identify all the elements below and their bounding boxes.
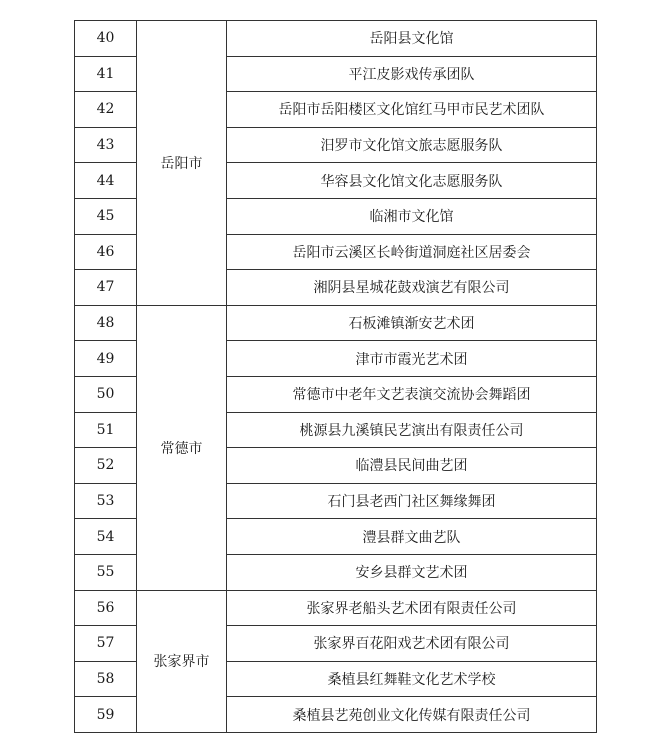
organization-name: 桃源县九溪镇民艺演出有限责任公司 <box>227 412 597 448</box>
row-number: 54 <box>75 519 137 555</box>
row-number: 57 <box>75 626 137 662</box>
row-number: 49 <box>75 341 137 377</box>
row-number: 47 <box>75 270 137 306</box>
organization-name: 临澧县民间曲艺团 <box>227 448 597 484</box>
row-number: 45 <box>75 198 137 234</box>
row-number: 46 <box>75 234 137 270</box>
row-number: 43 <box>75 127 137 163</box>
organization-name: 岳阳市岳阳楼区文化馆红马甲市民艺术团队 <box>227 92 597 128</box>
organization-name: 岳阳县文化馆 <box>227 21 597 57</box>
row-number: 44 <box>75 163 137 199</box>
city-cell: 常德市 <box>137 305 227 590</box>
row-number: 42 <box>75 92 137 128</box>
row-number: 53 <box>75 483 137 519</box>
table-row <box>75 21 597 57</box>
organization-name: 平江皮影戏传承团队 <box>227 56 597 92</box>
organization-name: 临湘市文化馆 <box>227 198 597 234</box>
organization-name: 津市市霞光艺术团 <box>227 341 597 377</box>
organization-name: 桑植县艺苑创业文化传媒有限责任公司 <box>227 697 597 733</box>
organization-name: 桑植县红舞鞋文化艺术学校 <box>227 661 597 697</box>
table-row <box>75 305 597 341</box>
row-number: 41 <box>75 56 137 92</box>
row-number: 40 <box>75 21 137 57</box>
city-cell: 张家界市 <box>137 590 227 732</box>
organization-table <box>74 20 597 733</box>
row-number: 56 <box>75 590 137 626</box>
row-number: 55 <box>75 554 137 590</box>
organization-name: 华容县文化馆文化志愿服务队 <box>227 163 597 199</box>
row-number: 50 <box>75 376 137 412</box>
row-number: 52 <box>75 448 137 484</box>
organization-name: 澧县群文曲艺队 <box>227 519 597 555</box>
organization-name: 张家界老船头艺术团有限责任公司 <box>227 590 597 626</box>
organization-name: 安乡县群文艺术团 <box>227 554 597 590</box>
organization-name: 汨罗市文化馆文旅志愿服务队 <box>227 127 597 163</box>
table-row <box>75 590 597 626</box>
organization-name: 常德市中老年文艺表演交流协会舞蹈团 <box>227 376 597 412</box>
table-body <box>75 21 597 733</box>
organization-name: 岳阳市云溪区长岭街道洞庭社区居委会 <box>227 234 597 270</box>
organization-name: 石板滩镇渐安艺术团 <box>227 305 597 341</box>
organization-name: 湘阴县星城花鼓戏演艺有限公司 <box>227 270 597 306</box>
organization-name: 石门县老西门社区舞缘舞团 <box>227 483 597 519</box>
city-cell: 岳阳市 <box>137 21 227 306</box>
row-number: 51 <box>75 412 137 448</box>
row-number: 58 <box>75 661 137 697</box>
organization-name: 张家界百花阳戏艺术团有限公司 <box>227 626 597 662</box>
row-number: 48 <box>75 305 137 341</box>
row-number: 59 <box>75 697 137 733</box>
